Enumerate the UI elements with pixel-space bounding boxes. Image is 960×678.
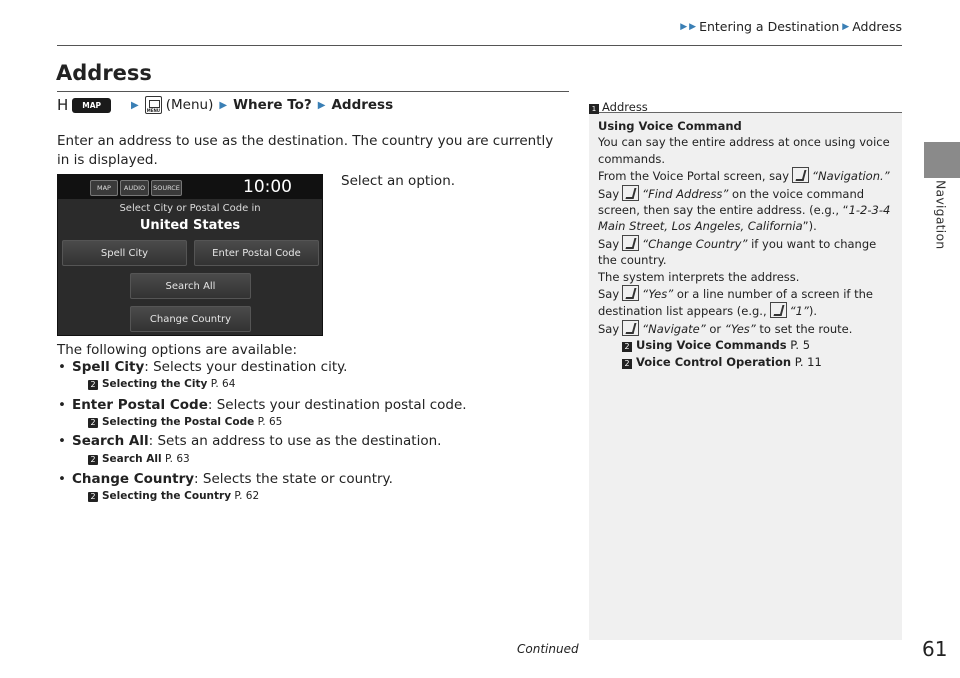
option-desc: : Selects your destination postal code. bbox=[207, 397, 467, 413]
info-header bbox=[589, 96, 902, 113]
arrow-icon: ▶ bbox=[219, 99, 228, 111]
triangle-icon: ▶ bbox=[680, 21, 688, 32]
info-text: Say bbox=[598, 186, 620, 201]
select-note: Select an option. bbox=[341, 173, 456, 189]
info-text: Say bbox=[598, 287, 620, 302]
reference-page: P. 5 bbox=[790, 338, 811, 353]
title-divider bbox=[57, 91, 569, 92]
info-reference[interactable] bbox=[598, 337, 896, 353]
page-title: Address bbox=[56, 61, 152, 85]
side-tab-label-box bbox=[929, 180, 953, 250]
info-text: to set the route. bbox=[759, 321, 853, 336]
info-text: ”). bbox=[802, 219, 817, 234]
reference-arrow-icon: 2 bbox=[88, 455, 98, 465]
option-change-country bbox=[58, 471, 393, 487]
options-heading: The following options are available: bbox=[57, 342, 298, 358]
info-line: You can say the entire address at once using voice commands. bbox=[598, 135, 890, 166]
info-text: or bbox=[709, 321, 722, 336]
voice-command-icon bbox=[622, 185, 639, 201]
info-command: “1” bbox=[789, 304, 809, 319]
option-name: Spell City bbox=[71, 359, 145, 375]
intro-text: Enter an address to use as the destination. The country you are currently in is displayed. bbox=[57, 133, 554, 168]
screen-audio-chip: AUDIO bbox=[120, 180, 149, 196]
reference-page: P. 11 bbox=[794, 354, 822, 369]
info-line: The system interprets the address. bbox=[598, 269, 800, 284]
voice-command-icon bbox=[622, 285, 639, 301]
info-index-badge: 1 bbox=[589, 104, 599, 114]
home-icon: H bbox=[57, 96, 69, 114]
reference-arrow-icon: 2 bbox=[88, 418, 98, 428]
screen-prompt: Select City or Postal Code in bbox=[119, 203, 261, 214]
reference-title: Selecting the Postal Code bbox=[102, 416, 255, 428]
info-command: “Yes” bbox=[724, 321, 756, 336]
breadcrumb-item-current: Address bbox=[852, 19, 902, 34]
info-line bbox=[598, 167, 896, 184]
continued-label: Continued bbox=[517, 642, 579, 656]
option-name: Change Country bbox=[71, 471, 195, 487]
reference-title: Selecting the Country bbox=[102, 490, 232, 502]
info-line bbox=[598, 285, 896, 320]
option-name: Enter Postal Code bbox=[71, 397, 208, 413]
arrow-icon: ▶ bbox=[317, 99, 326, 111]
info-command: “Navigation.” bbox=[812, 169, 890, 184]
info-command: “Navigate” bbox=[642, 321, 706, 336]
reference-arrow-icon: 2 bbox=[622, 342, 632, 352]
page-number: 61 bbox=[922, 637, 948, 661]
option-reference[interactable] bbox=[88, 378, 235, 390]
option-enter-postal-code bbox=[58, 397, 467, 413]
voice-command-icon bbox=[792, 167, 809, 183]
side-tab-label: Navigation bbox=[933, 180, 949, 250]
bullet-icon: • bbox=[58, 471, 66, 487]
reference-title: Voice Control Operation bbox=[636, 354, 792, 369]
option-reference[interactable] bbox=[88, 453, 190, 465]
info-command: “Yes” bbox=[642, 287, 674, 302]
reference-arrow-icon: 2 bbox=[622, 359, 632, 369]
info-text: or a line number of a screen if the destination list appears (e.g., bbox=[598, 287, 873, 319]
map-button-icon: MAP bbox=[72, 98, 111, 113]
info-text: Say bbox=[598, 321, 620, 336]
info-sidebar bbox=[589, 96, 902, 640]
voice-command-icon bbox=[622, 320, 639, 336]
option-desc: : Selects your destination city. bbox=[144, 359, 348, 375]
reference-page: P. 64 bbox=[210, 378, 236, 390]
info-text: ). bbox=[808, 304, 817, 319]
triangle-icon: ▶ bbox=[689, 21, 697, 32]
info-reference[interactable] bbox=[598, 354, 896, 370]
reference-page: P. 63 bbox=[164, 453, 190, 465]
reference-title: Selecting the City bbox=[102, 378, 208, 390]
info-content bbox=[598, 118, 896, 370]
operation-path bbox=[57, 96, 393, 114]
screen-enter-postal-code-button: Enter Postal Code bbox=[194, 240, 319, 266]
reference-page: P. 62 bbox=[234, 490, 260, 502]
arrow-icon: ▶ bbox=[131, 99, 139, 111]
info-subhead: Using Voice Command bbox=[598, 119, 742, 133]
voice-command-icon bbox=[622, 235, 639, 251]
info-line bbox=[598, 235, 896, 269]
screen-change-country-button: Change Country bbox=[130, 306, 251, 332]
info-example: 1-2-3-4 Main Street, Los Angeles, California bbox=[598, 203, 891, 234]
bullet-icon: • bbox=[58, 397, 66, 413]
reference-arrow-icon: 2 bbox=[88, 380, 98, 390]
info-command: “Change Country” bbox=[642, 236, 748, 251]
info-heading: Address bbox=[602, 100, 648, 114]
option-reference[interactable] bbox=[88, 416, 282, 428]
info-line bbox=[598, 185, 896, 235]
voice-command-icon bbox=[770, 302, 787, 318]
triangle-icon: ▶ bbox=[842, 21, 850, 32]
screen-source-chip: SOURCE bbox=[151, 180, 182, 196]
option-search-all bbox=[58, 433, 441, 449]
info-text: Say bbox=[598, 236, 620, 251]
info-line bbox=[598, 320, 896, 337]
breadcrumb-item-section[interactable]: Entering a Destination bbox=[699, 19, 840, 34]
bullet-icon: • bbox=[58, 359, 66, 375]
menu-label: (Menu) bbox=[165, 97, 214, 113]
info-text: on the voice command screen, then say the entire address. (e.g., “ bbox=[598, 186, 865, 218]
menu-button-icon bbox=[145, 96, 162, 114]
screen-map-chip: MAP bbox=[90, 180, 118, 196]
reference-title: Using Voice Commands bbox=[636, 338, 787, 353]
screen-clock: 10:00 bbox=[243, 177, 292, 197]
option-spell-city bbox=[58, 359, 347, 375]
screen-country: United States bbox=[139, 218, 241, 233]
reference-page: P. 65 bbox=[257, 416, 283, 428]
info-text: if you want to change the country. bbox=[598, 236, 877, 268]
navigation-screen-image bbox=[57, 174, 323, 336]
info-command: “Find Address” bbox=[642, 186, 729, 201]
screen-search-all-button: Search All bbox=[130, 273, 251, 299]
reference-arrow-icon: 2 bbox=[88, 492, 98, 502]
option-desc: : Selects the state or country. bbox=[194, 471, 393, 487]
option-reference[interactable] bbox=[88, 490, 259, 502]
bullet-icon: • bbox=[58, 433, 66, 449]
info-text: From the Voice Portal screen, say bbox=[598, 169, 790, 184]
header-divider bbox=[57, 45, 902, 46]
path-step-address: Address bbox=[331, 97, 394, 113]
side-tab bbox=[924, 142, 960, 178]
breadcrumb bbox=[679, 19, 902, 34]
option-name: Search All bbox=[71, 433, 149, 449]
path-step-where-to: Where To? bbox=[233, 97, 312, 113]
screen-spell-city-button: Spell City bbox=[62, 240, 187, 266]
option-desc: : Sets an address to use as the destination. bbox=[148, 433, 442, 449]
reference-title: Search All bbox=[102, 453, 162, 465]
